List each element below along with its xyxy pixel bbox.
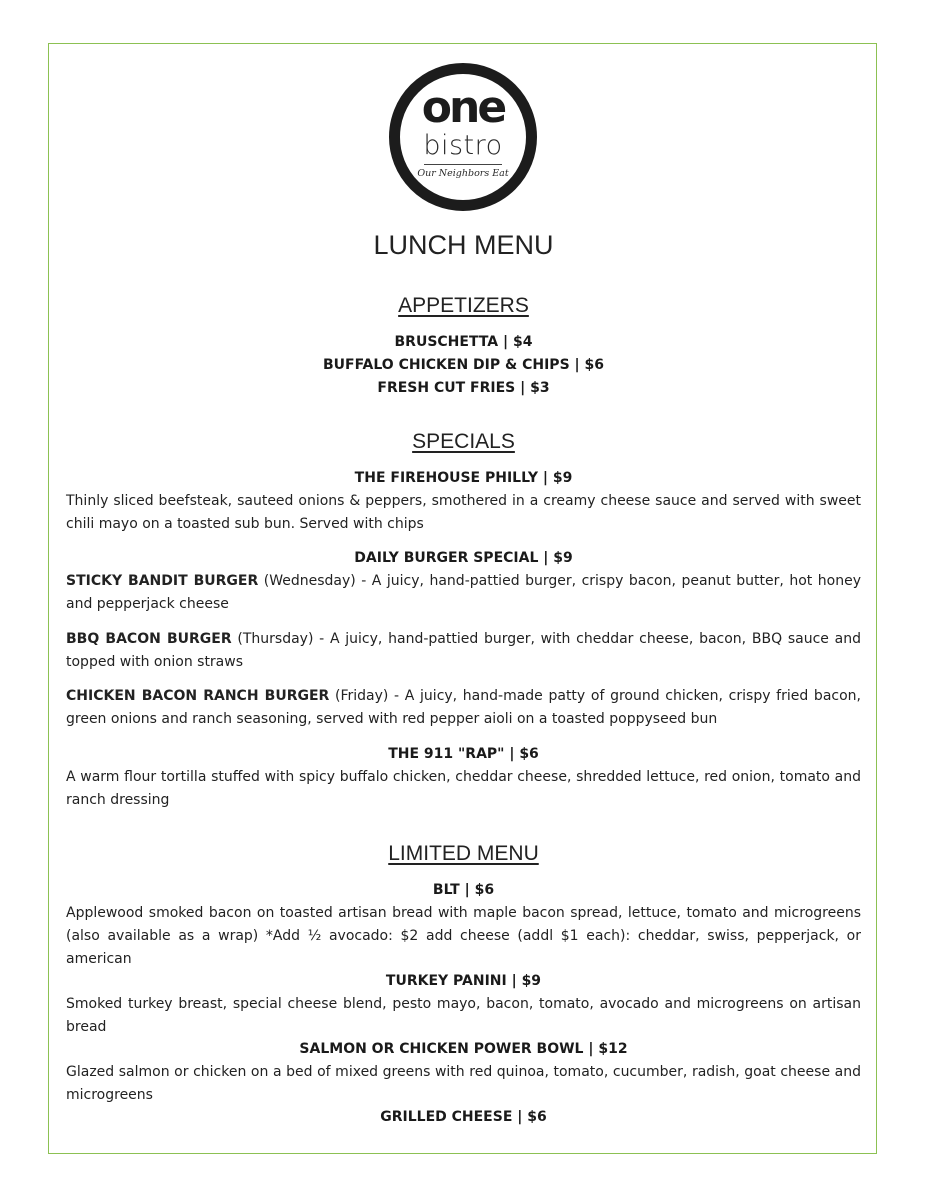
special-item-name: THE 911 "RAP" | $6 <box>388 746 539 762</box>
burger-desc: (Friday) - A juicy, hand-made patty of ground chicken, crispy fried bacon, green onions and ranch seasoning, served with red pepper aioli on a toasted poppyseed bun <box>66 688 861 727</box>
burger-desc: (Thursday) - A juicy, hand-pattied burger, with cheddar cheese, bacon, BBQ sauce and topped with onion straws <box>66 631 861 670</box>
special-item-desc: A warm flour tortilla stuffed with spicy buffalo chicken, cheddar cheese, shredded lettuce, red onion, tomato and ranch dressing <box>66 769 861 808</box>
page-title: LUNCH MENU <box>373 230 554 260</box>
burger-desc: (Wednesday) - A juicy, hand-pattied burger, crispy bacon, peanut butter, hot honey and pepperjack cheese <box>66 573 861 612</box>
burger-special-desc <box>66 685 861 731</box>
limited-item-desc: Smoked turkey breast, special cheese blend, pesto mayo, bacon, tomato, avocado and microgreens on artisan bread <box>66 996 861 1035</box>
limited-item-name: GRILLED CHEESE | $6 <box>380 1109 547 1125</box>
burger-name: CHICKEN BACON RANCH BURGER <box>66 688 330 704</box>
limited-item-name: TURKEY PANINI | $9 <box>385 973 542 989</box>
logo-word: one <box>421 82 505 133</box>
special-item-name: DAILY BURGER SPECIAL | $9 <box>354 550 573 566</box>
burger-special-desc <box>66 628 861 674</box>
one-bistro-logo <box>389 63 537 211</box>
limited-item-desc: Glazed salmon or chicken on a bed of mixed greens with red quinoa, tomato, cucumber, radish, goat cheese and microgreens <box>66 1064 861 1103</box>
limited-item-name: SALMON OR CHICKEN POWER BOWL | $12 <box>299 1041 628 1057</box>
limited-item-desc: Applewood smoked bacon on toasted artisan bread with maple bacon spread, lettuce, tomato and microgreens (also available as a wrap) *Add ½ avocado: $2 add cheese (addl $1 each): cheddar, swiss, pepperjack, or american <box>66 905 861 967</box>
special-item-desc: Thinly sliced beefsteak, sauteed onions & peppers, smothered in a creamy cheese sauce and served with sweet chili mayo on a toasted sub bun. Served with chips <box>66 493 861 532</box>
special-item-name: THE FIREHOUSE PHILLY | $9 <box>354 470 573 486</box>
appetizers-heading: APPETIZERS <box>398 294 529 317</box>
burger-name: BBQ BACON BURGER <box>66 631 232 647</box>
logo-tagline: Our Neighbors Eat <box>417 168 509 179</box>
logo-sub: bistro <box>423 130 503 161</box>
specials-heading: SPECIALS <box>412 430 515 453</box>
limited-item-name: BLT | $6 <box>432 882 495 898</box>
appetizer-item: BUFFALO CHICKEN DIP & CHIPS | $6 <box>322 357 604 373</box>
burger-special-desc <box>66 570 861 616</box>
burger-name: STICKY BANDIT BURGER <box>66 573 259 589</box>
limited-menu-heading: LIMITED MENU <box>388 842 539 865</box>
logo-rule <box>424 164 502 165</box>
appetizer-item: FRESH CUT FRIES | $3 <box>377 380 550 396</box>
appetizer-item: BRUSCHETTA | $4 <box>394 334 533 350</box>
